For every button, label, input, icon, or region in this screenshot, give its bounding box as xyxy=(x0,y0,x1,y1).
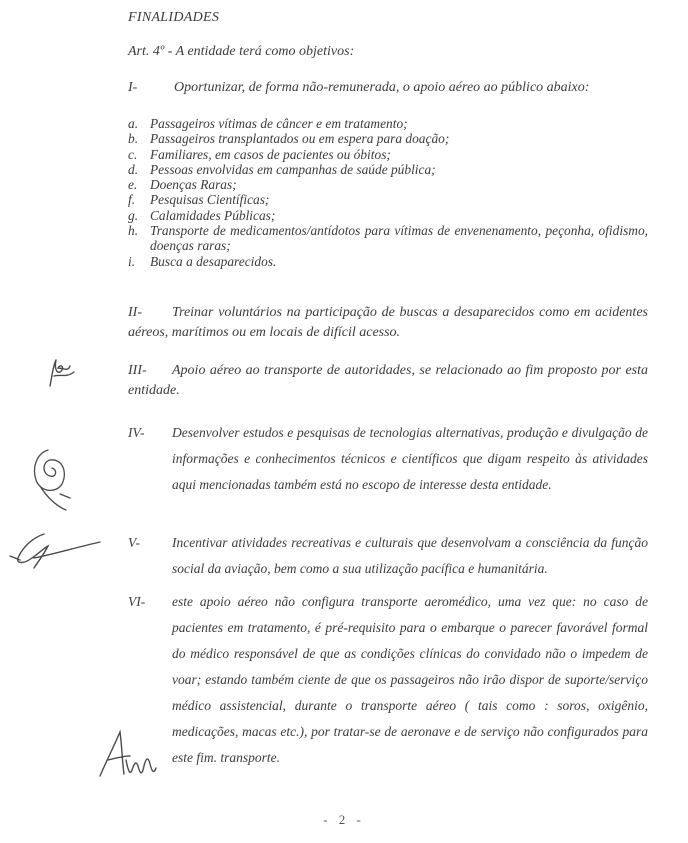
objectives-list xyxy=(128,116,648,269)
list-item-letter: d. xyxy=(128,161,139,177)
section-iii-text: Apoio aéreo ao transporte de autoridades, se relacionado ao fim proposto por esta entidade. xyxy=(128,363,648,398)
section-i xyxy=(128,80,648,96)
section-iv-number: IV- xyxy=(128,425,145,440)
list-item xyxy=(128,116,648,131)
list-item xyxy=(128,254,648,269)
list-item xyxy=(128,147,648,162)
section-i-text: Oportunizar, de forma não-remunerada, o apoio aéreo ao público abaixo: xyxy=(174,80,590,95)
section-vi-number: VI- xyxy=(128,594,146,609)
list-item-text: Doenças Raras; xyxy=(150,177,237,193)
list-item-text: Calamidades Públicas; xyxy=(150,207,276,223)
list-item-text: Busca a desaparecidos. xyxy=(150,253,277,269)
list-item xyxy=(128,208,648,223)
list-item-letter: g. xyxy=(128,207,139,223)
list-item-letter: b. xyxy=(128,131,139,147)
section-iii-number: III- xyxy=(128,363,147,378)
list-item-letter: c. xyxy=(128,146,138,162)
section-ii-number: II- xyxy=(128,305,142,320)
list-item xyxy=(128,192,648,207)
list-item-text: Familiares, em casos de pacientes ou óbitos; xyxy=(150,146,391,162)
list-item-letter: i. xyxy=(128,253,136,269)
signature-initials-1 xyxy=(44,356,80,390)
section-vi xyxy=(128,589,648,771)
page-number: - 2 - xyxy=(323,812,365,827)
section-iv-text: Desenvolver estudos e pesquisas de tecnologias alternativas, produção e divulgação de informações e conhecimentos técnicos e científicos que digam respeito às atividades aqui mencionadas também está no escopo de interesse desta entidade. xyxy=(172,425,648,492)
article-title: Art. 4º - A entidade terá como objetivos: xyxy=(128,44,355,59)
section-ii xyxy=(128,303,648,343)
list-item xyxy=(128,177,648,192)
signature-scribble xyxy=(4,528,104,574)
list-item-letter: a. xyxy=(128,116,139,131)
list-item xyxy=(128,131,648,146)
list-item-letter: f. xyxy=(128,192,136,208)
list-item-text: Passageiros vítimas de câncer e em tratamento; xyxy=(150,116,408,131)
section-i-number: I- xyxy=(128,80,138,95)
list-item-letter: e. xyxy=(128,177,138,193)
list-item xyxy=(128,162,648,177)
list-item-text: Passageiros transplantados ou em espera para doação; xyxy=(150,131,450,147)
signature-initials-2 xyxy=(26,446,74,516)
section-v-number: V- xyxy=(128,535,140,550)
list-item-letter: h. xyxy=(128,223,139,239)
list-item-text: Pessoas envolvidas em campanhas de saúde pública; xyxy=(150,161,436,177)
list-item-text: Pesquisas Científicas; xyxy=(150,192,270,208)
list-item xyxy=(128,223,648,254)
signature-bottom xyxy=(96,726,160,782)
section-heading: FINALIDADES xyxy=(128,10,220,25)
section-vi-text: este apoio aéreo não configura transporte aeromédico, uma vez que: no caso de pacientes em tratamento, é pré-requisito para o embarque o parecer favorável formal do médico responsável de que as condições clínicas do convidado não o impedem de voar; estando também ciente de que os passageiros não irão dispor de suporte/serviço médico assistencial, durante o transporte aéreo ( tais como : soros, oxigênio, medicações, macas etc.), por tratar-se de aeronave e de serviço não configurados para este fim. transporte. xyxy=(172,594,648,765)
section-iii xyxy=(128,361,648,401)
list-item-text: Transporte de medicamentos/antídotos para vítimas de envenenamento, peçonha, ofidismo, doenças raras; xyxy=(150,223,648,254)
section-ii-text: Treinar voluntários na participação de buscas a desaparecidos como em acidentes aéreos, marítimos ou em locais de difícil acesso. xyxy=(128,305,648,340)
section-v xyxy=(128,530,648,582)
section-iv xyxy=(128,420,648,498)
section-v-text: Incentivar atividades recreativas e culturais que desenvolvam a consciência da função social da aviação, bem como a sua utilização pacífica e humanitária. xyxy=(172,535,648,576)
